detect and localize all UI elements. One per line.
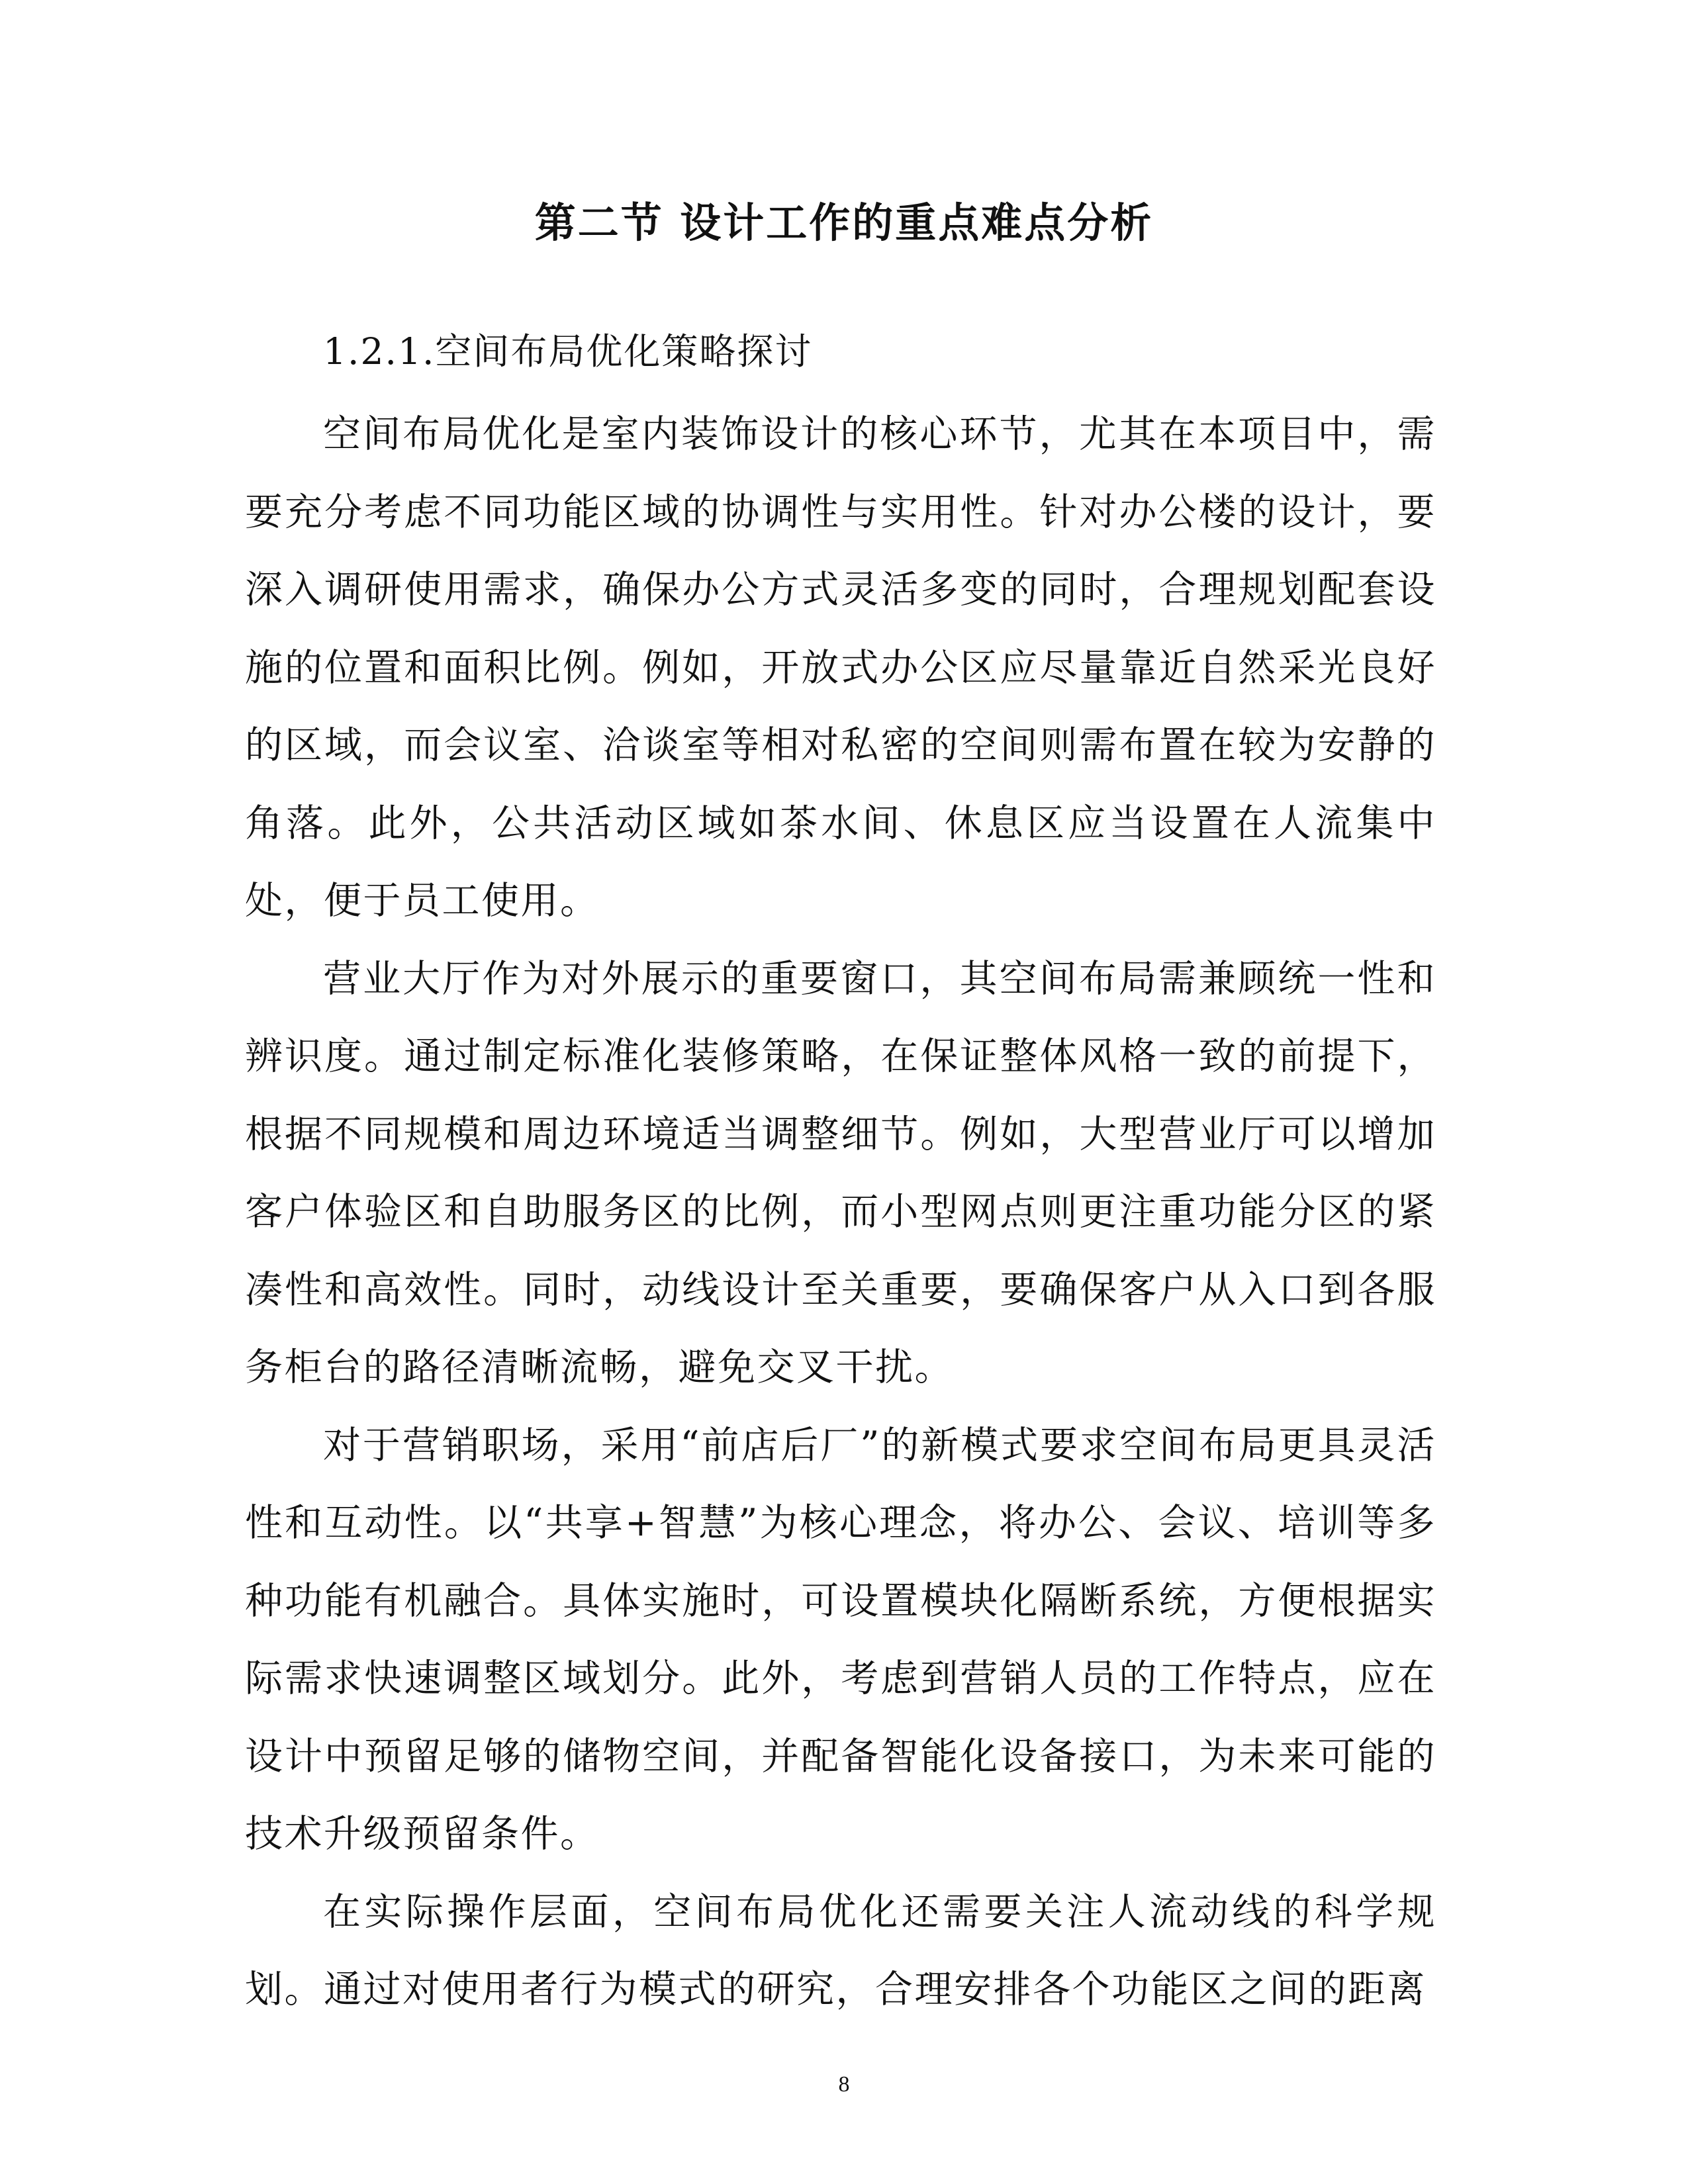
body-text	[245, 396, 1436, 2029]
subsection-heading: 1.2.1.空间布局优化策略探讨	[323, 330, 813, 373]
section-title: 第二节 设计工作的重点难点分析	[534, 199, 1154, 247]
paragraph-business-hall: 营业大厅作为对外展示的重要窗口，其空间布局需兼顾统一性和辨识度。通过制定标准化装修策略，在保证整体风格一致的前提下，根据不同规模和周边环境适当调整细节。例如，大型营业厅可以增加客户体验区和自助服务区的比例，而小型网点则更注重功能分区的紧凑性和高效性。同时，动线设计至关重要，要确保客户从入口到各服务柜台的路径清晰流畅，避免交叉干扰。	[245, 956, 1436, 1389]
paragraph-marketing-workplace: 对于营销职场，采用“前店后厂”的新模式要求空间布局更具灵活性和互动性。以“共享+智慧”为核心理念，将办公、会议、培训等多种功能有机融合。具体实施时，可设置模块化隔断系统，方便根据实际需求快速调整区域划分。此外，考虑到营销人员的工作特点，应在设计中预留足够的储物空间，并配备智能化设备接口，为未来可能的技术升级预留条件。	[245, 1423, 1436, 1856]
page-number: 8	[838, 2072, 850, 2097]
paragraph-circulation-planning: 在实际操作层面，空间布局优化还需要关注人流动线的科学规划。通过对使用者行为模式的研究，合理安排各个功能区之间的距离	[245, 1889, 1436, 2011]
paragraph-space-layout: 空间布局优化是室内装饰设计的核心环节，尤其在本项目中，需要充分考虑不同功能区域的协调性与实用性。针对办公楼的设计，要深入调研使用需求，确保办公方式灵活多变的同时，合理规划配套设施的位置和面积比例。例如，开放式办公区应尽量靠近自然采光良好的区域，而会议室、洽谈室等相对私密的空间则需布置在较为安静的角落。此外，公共活动区域如茶水间、休息区应当设置在人流集中处，便于员工使用。	[245, 412, 1436, 923]
